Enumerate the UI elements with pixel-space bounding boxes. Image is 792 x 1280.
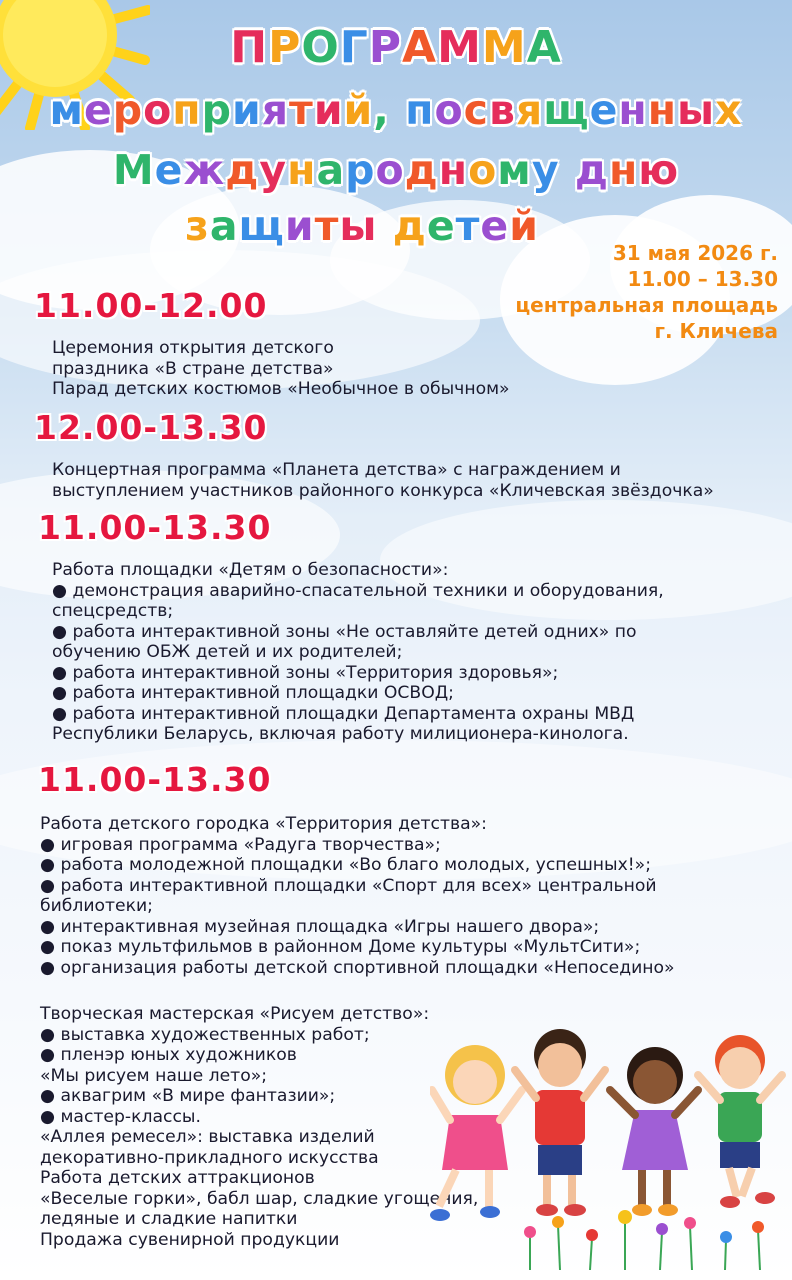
time-heading-2: 12.00-13.30 [34,408,268,447]
schedule-line: выступлением участников районного конкурса «Кличевская звёздочка» [52,480,714,501]
extra-line: ледяные и сладкие напитки [40,1209,298,1229]
event-info [515,240,778,344]
schedule-line: обучению ОБЖ детей и их родителей; [52,642,403,662]
flowers-illustration [524,1210,764,1270]
extra-line: ● мастер-классы. [40,1106,201,1127]
extra-block [40,1004,478,1250]
extra-line: Творческая мастерская «Рисуем детство»: [40,1004,430,1024]
event-date: 31 мая 2026 г. [612,241,778,265]
time-heading-1: 11.00-12.00 [34,286,268,325]
child-girl-pink [430,1045,522,1221]
schedule-line: праздника «В стране детства» [52,358,334,379]
schedule-line: Концертная программа «Планета детства» с награждением и [52,460,621,480]
children-illustration [430,1020,790,1270]
schedule-line: ● интерактивная музейная площадка «Игры нашего двора»; [40,916,600,937]
title-line-4: защиты детей [185,202,539,250]
extra-line: декоративно-прикладного искусства [40,1147,379,1168]
schedule-line: ● работа интерактивной площадки ОСВОД; [52,683,454,703]
schedule-line: ● работа интерактивной площадки «Спорт для всех» центральной [40,875,657,896]
schedule-line: ● работа интерактивной площадки Департамента охраны МВД [52,703,635,724]
time-heading-3: 11.00-13.30 [38,508,272,547]
extra-line: ● аквагрим «В мире фантазии»; [40,1086,336,1106]
extra-line: «Аллея ремесел»: выставка изделий [40,1127,375,1147]
event-place-line2: г. Кличева [654,319,778,343]
time-heading-4: 11.00-13.30 [38,760,272,799]
child-boy-red [515,1029,605,1216]
title-line-1: ПРОГРАММА [230,22,562,73]
extra-line: Работа детских аттракционов [40,1168,315,1188]
schedule-line: Работа детского городка «Территория детства»: [40,814,487,834]
schedule-line: ● работа молодежной площадки «Во благо молодых, успешных!»; [40,855,651,875]
schedule-block-3 [52,560,664,745]
schedule-line: Республики Беларусь, включая работу милиционера-кинолога. [52,724,629,744]
schedule-line: ● работа интерактивной зоны «Не оставляйте детей одних» по [52,621,637,642]
child-girl-purple [610,1047,698,1216]
schedule-block-1 [52,338,510,400]
schedule-block-4 [40,814,675,978]
extra-line: ● пленэр юных художников [40,1045,297,1065]
extra-line: Продажа сувенирной продукции [40,1229,340,1250]
schedule-line: ● организация работы детской спортивной площадки «Непоседино» [40,957,675,978]
extra-line: «Мы рисуем наше лето»; [40,1065,268,1086]
child-boy-green [698,1035,782,1208]
extra-line: ● выставка художественных работ; [40,1024,370,1045]
schedule-block-2 [52,460,714,501]
schedule-line: ● демонстрация аварийно-спасательной техники и оборудования, [52,580,664,601]
schedule-line: ● показ мультфильмов в районном Доме культуры «МультСити»; [40,937,641,957]
event-time: 11.00 – 13.30 [627,267,778,291]
title-line-2: мероприятий, посвященных [49,86,743,134]
schedule-line: спецсредств; [52,601,174,621]
schedule-line: библиотеки; [40,896,153,916]
schedule-line: Парад детских костюмов «Необычное в обычном» [52,379,510,399]
schedule-line: Работа площадки «Детям о безопасности»: [52,560,449,580]
schedule-line: Церемония открытия детского [52,338,334,358]
schedule-line: ● работа интерактивной зоны «Территория здоровья»; [52,662,559,683]
title-line-3: Международному дню [112,146,680,194]
schedule-line: ● игровая программа «Радуга творчества»; [40,834,441,855]
extra-line: «Веселые горки», бабл шар, сладкие угощения, [40,1188,479,1209]
event-place-line1: центральная площадь [515,293,778,317]
